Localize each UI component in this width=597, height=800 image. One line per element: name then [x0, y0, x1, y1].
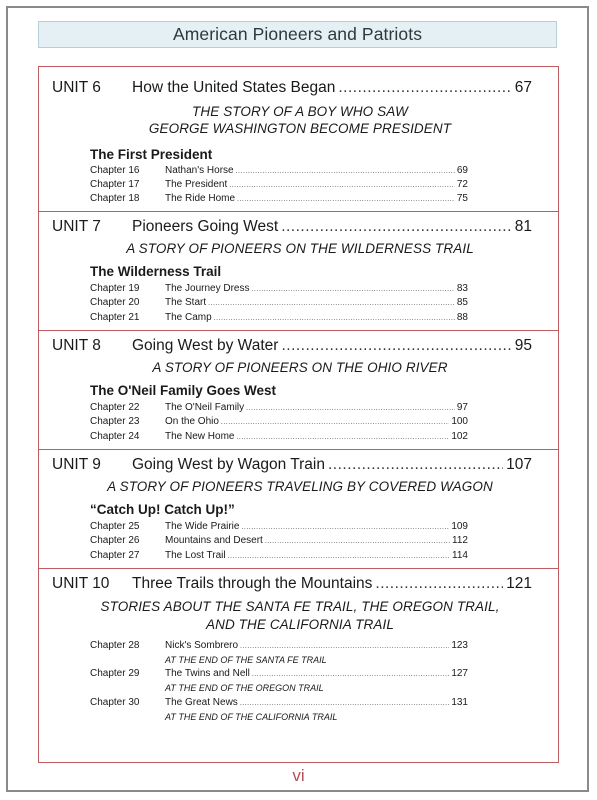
chapter-title: Nick's Sombrero	[165, 640, 239, 651]
unit-heading[interactable]	[52, 456, 532, 476]
dot-leader	[251, 286, 454, 293]
unit-page: 107	[506, 456, 532, 473]
unit-page: 67	[514, 79, 532, 96]
unit-heading[interactable]	[52, 79, 532, 99]
chapter-page: 100	[451, 416, 468, 427]
unit-heading[interactable]	[52, 337, 532, 357]
unit-story-line: STORIES ABOUT THE SANTA FE TRAIL, THE OREGON TRAIL,	[100, 599, 500, 614]
chapter-entry[interactable]	[90, 431, 468, 445]
unit-story-line: A STORY OF PIONEERS TRAVELING BY COVERED WAGON	[107, 479, 493, 494]
dot-leader	[229, 182, 455, 189]
unit-story-line: AND THE CALIFORNIA TRAIL	[206, 617, 394, 632]
chapter-entry[interactable]	[90, 550, 468, 564]
chapter-entry[interactable]	[90, 416, 468, 430]
dot-leader	[265, 538, 450, 545]
dot-leader	[281, 337, 511, 355]
book-title: American Pioneers and Patriots	[172, 24, 423, 44]
unit-label: UNIT 6	[52, 79, 101, 96]
chapter-entry[interactable]	[90, 402, 468, 416]
chapter-title: Mountains and Desert	[165, 535, 263, 546]
chapter-title: The Great News	[165, 697, 238, 708]
chapter-title: The Twins and Nell	[165, 668, 250, 679]
dot-leader	[338, 79, 511, 97]
chapter-label: Chapter 22	[90, 402, 140, 413]
chapter-label: Chapter 23	[90, 416, 140, 427]
chapter-label: Chapter 21	[90, 312, 140, 323]
chapter-entry[interactable]	[90, 283, 468, 297]
chapter-label: Chapter 19	[90, 283, 140, 294]
dot-leader	[214, 315, 455, 322]
chapter-page: 72	[456, 179, 468, 190]
chapter-entry[interactable]	[90, 640, 468, 654]
chapter-title: The Journey Dress	[165, 283, 250, 294]
unit-title: Pioneers Going West	[132, 218, 279, 235]
chapter-label: Chapter 30	[90, 697, 140, 708]
unit-story-line: A STORY OF PIONEERS ON THE WILDERNESS TRAIL	[126, 241, 474, 256]
chapter-page: 97	[456, 402, 468, 413]
chapter-entry[interactable]	[90, 697, 468, 711]
unit-page: 121	[506, 575, 532, 592]
chapter-entry[interactable]	[90, 165, 468, 179]
unit-label: UNIT 10	[52, 575, 110, 592]
chapter-title: The New Home	[165, 431, 235, 442]
chapter-entry[interactable]	[90, 668, 468, 682]
unit-title: How the United States Began	[132, 79, 336, 96]
unit-subheading: The O'Neil Family Goes West	[90, 383, 277, 398]
chapter-label: Chapter 18	[90, 193, 140, 204]
dot-leader	[240, 643, 449, 650]
chapter-label: Chapter 16	[90, 165, 140, 176]
chapter-page: 127	[451, 668, 468, 679]
unit-title: Three Trails through the Mountains	[132, 575, 373, 592]
chapter-entry[interactable]	[90, 521, 468, 535]
unit-story-line: GEORGE WASHINGTON BECOME PRESIDENT	[148, 121, 452, 136]
unit-page: 81	[514, 218, 532, 235]
unit-label: UNIT 8	[52, 337, 101, 354]
chapter-page: 102	[451, 431, 468, 442]
chapter-page: 75	[456, 193, 468, 204]
chapter-page: 109	[451, 521, 468, 532]
chapter-label: Chapter 26	[90, 535, 140, 546]
chapter-label: Chapter 25	[90, 521, 140, 532]
chapter-label: Chapter 17	[90, 179, 140, 190]
dot-leader	[246, 405, 455, 412]
unit-heading[interactable]	[52, 575, 532, 595]
unit-heading[interactable]	[52, 218, 532, 238]
dot-leader	[208, 300, 455, 307]
chapter-title: On the Ohio	[165, 416, 219, 427]
chapter-entry[interactable]	[90, 535, 468, 549]
chapter-page: 83	[456, 283, 468, 294]
chapter-page: 85	[456, 297, 468, 308]
dot-leader	[221, 419, 449, 426]
unit-label: UNIT 7	[52, 218, 101, 235]
dot-leader	[237, 196, 455, 203]
unit-title: Going West by Wagon Train	[132, 456, 325, 473]
chapter-subtitle: AT THE END OF THE OREGON TRAIL	[165, 683, 324, 693]
chapter-page: 123	[451, 640, 468, 651]
unit-story-line: A STORY OF PIONEERS ON THE OHIO RIVER	[152, 360, 448, 375]
chapter-page: 131	[451, 697, 468, 708]
dot-leader	[236, 434, 449, 441]
unit-divider	[38, 449, 559, 450]
chapter-title: The O'Neil Family	[165, 402, 245, 413]
unit-label: UNIT 9	[52, 456, 101, 473]
chapter-label: Chapter 29	[90, 668, 140, 679]
chapter-entry[interactable]	[90, 297, 468, 311]
dot-leader	[328, 456, 503, 474]
chapter-title: The Wide Prairie	[165, 521, 240, 532]
unit-divider	[38, 568, 559, 569]
unit-subheading: “Catch Up! Catch Up!”	[90, 502, 235, 517]
dot-leader	[281, 218, 512, 236]
chapter-label: Chapter 24	[90, 431, 140, 442]
page-number: vi	[292, 766, 305, 785]
chapter-entry[interactable]	[90, 312, 468, 326]
unit-divider	[38, 211, 559, 212]
chapter-page: 112	[452, 535, 468, 546]
chapter-subtitle: AT THE END OF THE CALIFORNIA TRAIL	[165, 712, 338, 722]
chapter-page: 69	[456, 165, 468, 176]
unit-page: 95	[514, 337, 532, 354]
dot-leader	[236, 168, 455, 175]
chapter-label: Chapter 27	[90, 550, 140, 561]
dot-leader	[252, 671, 449, 678]
chapter-title: The Start	[165, 297, 207, 308]
dot-leader	[240, 700, 450, 707]
chapter-entry[interactable]	[90, 179, 468, 193]
unit-subheading: The Wilderness Trail	[90, 264, 222, 279]
unit-divider	[38, 330, 559, 331]
chapter-subtitle: AT THE END OF THE SANTA FE TRAIL	[165, 655, 327, 665]
chapter-title: The Camp	[165, 312, 212, 323]
chapter-title: The President	[165, 179, 228, 190]
chapter-entry[interactable]	[90, 193, 468, 207]
unit-story-line: THE STORY OF A BOY WHO SAW	[192, 104, 408, 119]
chapter-label: Chapter 28	[90, 640, 140, 651]
unit-title: Going West by Water	[132, 337, 279, 354]
chapter-title: Nathan's Horse	[165, 165, 234, 176]
chapter-title: The Ride Home	[165, 193, 236, 204]
chapter-title: The Lost Trail	[165, 550, 226, 561]
footer-rule	[38, 762, 559, 763]
dot-leader	[241, 524, 449, 531]
book-title-banner	[38, 21, 557, 48]
unit-subheading: The First President	[90, 147, 213, 162]
chapter-page: 114	[452, 550, 468, 561]
chapter-label: Chapter 20	[90, 297, 140, 308]
dot-leader	[228, 553, 450, 560]
chapter-page: 88	[456, 312, 468, 323]
dot-leader	[375, 575, 503, 593]
